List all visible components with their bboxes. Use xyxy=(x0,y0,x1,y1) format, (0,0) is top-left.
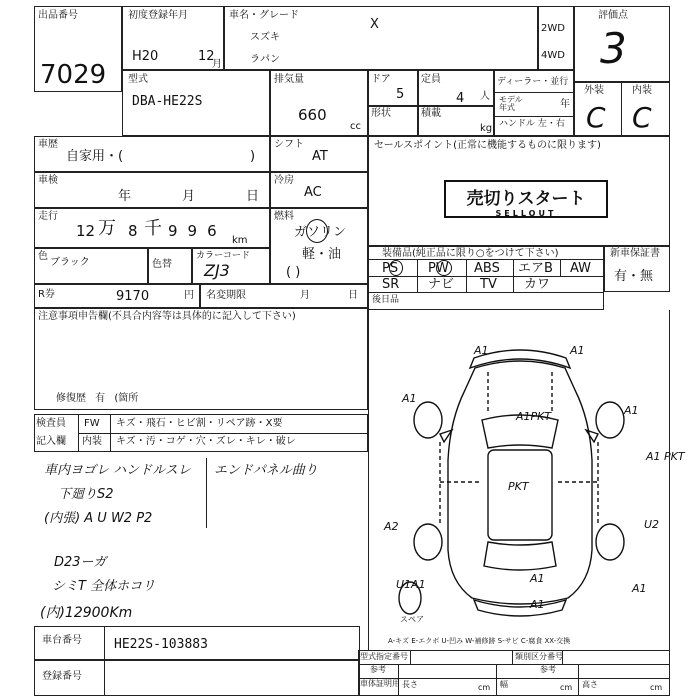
drive-4wd: 4WD xyxy=(541,50,565,61)
equip-pw: PW xyxy=(428,261,449,276)
stamp-main: 売切りスタート xyxy=(466,189,586,209)
aircon-value: AC xyxy=(304,185,322,200)
color-code-value: ZJ3 xyxy=(204,261,230,280)
color-label: 色 xyxy=(38,251,48,262)
history-label: 車歴 xyxy=(38,139,58,150)
car-model: ラパン xyxy=(250,54,280,65)
car-maker: スズキ xyxy=(250,32,280,43)
handwritten-line-7: (内)12900Km xyxy=(40,605,133,621)
exterior-label: 外装 xyxy=(584,85,604,96)
stamp-sub: SELLOUT xyxy=(495,209,557,218)
equip-leather: カワ xyxy=(524,277,551,292)
r-ken-value: 9170 xyxy=(116,289,150,304)
score-label: 評価点 xyxy=(598,10,628,21)
rear-window xyxy=(484,542,556,570)
handle-label: ハンドル 左・右 xyxy=(499,119,565,129)
height-label: 高さ xyxy=(582,680,598,689)
history-close: ) xyxy=(250,149,256,164)
fuel-other: ( ) xyxy=(286,265,301,280)
car-grade-mark: X xyxy=(370,17,379,32)
mark-right-side: U2 xyxy=(644,518,660,531)
handwritten-line-2: 下廻りS2 xyxy=(58,487,114,502)
registration-label: 初度登録年月 xyxy=(128,10,188,21)
warranty-value: 有・無 xyxy=(614,269,654,284)
interior-grade: C xyxy=(632,101,652,134)
registration-month-unit: 月 xyxy=(212,59,222,70)
fuel-light-oil: 軽・油 xyxy=(302,247,342,262)
mark-rear-left: A1 xyxy=(530,572,545,585)
inspector-int: 内装 xyxy=(82,436,102,447)
equip-tv: TV xyxy=(480,277,497,292)
registration-era-year: H20 xyxy=(132,49,159,64)
model-year-label: モデル年式 xyxy=(499,95,523,112)
length-label: 長さ xyxy=(402,680,418,689)
equip-abs: ABS xyxy=(474,261,500,276)
inspector-fw: FW xyxy=(84,418,100,429)
r-ken-label: R券 xyxy=(38,289,55,300)
history-value: 自家用・( xyxy=(66,149,124,164)
width-label: 幅 xyxy=(500,680,508,689)
rear-bumper xyxy=(474,600,566,616)
shift-value: AT xyxy=(312,149,328,164)
mark-right-door: A1 PKT xyxy=(646,450,685,463)
equip-pw-circle xyxy=(436,260,452,276)
weight-label: 積載 xyxy=(421,108,441,119)
mark-hood: A1PKT xyxy=(516,410,552,423)
displacement-label: 排気量 xyxy=(274,74,304,85)
handwritten-line-6: シミT 全体ホコリ xyxy=(52,579,156,594)
handwritten-line-5: D23ーガ xyxy=(54,555,107,570)
ref-label-1: 参考 xyxy=(370,665,386,674)
color-change-label: 色替 xyxy=(152,259,172,270)
ref-label-2: 参考 xyxy=(540,665,556,674)
length-unit: cm xyxy=(478,683,491,692)
mark-roof: PKT xyxy=(508,480,529,493)
score-value: 3 xyxy=(600,24,627,73)
equip-navi: ナビ xyxy=(428,277,455,292)
drive-2wd: 2WD xyxy=(541,23,565,34)
hood-lines xyxy=(488,372,552,414)
inspection-year: 年 xyxy=(118,189,132,204)
repair-history: 修復歴 有 (箇所 xyxy=(56,393,139,404)
type-no-label: 型式指定番号 xyxy=(360,652,408,661)
exterior-grade: C xyxy=(586,101,606,134)
mark-spare-area: U1A1 xyxy=(396,578,426,591)
inspection-label: 車検 xyxy=(38,175,58,186)
mark-front-bumper-right: A1 xyxy=(570,344,585,357)
sales-point-label: セールスポイント(正常に機能するものに限ります) xyxy=(374,140,601,151)
name-change-label: 名変期限 xyxy=(206,290,246,301)
capacity-unit: 人 xyxy=(480,91,490,102)
capacity-value: 4 xyxy=(456,91,465,106)
equip-ps-circle xyxy=(389,260,403,276)
class-no-label: 類別区分番号 xyxy=(515,652,563,661)
doors-value: 5 xyxy=(396,87,405,102)
shape-label: 形状 xyxy=(371,108,391,119)
dealer-label: ディーラー・並行 xyxy=(497,77,569,87)
mark-rear-right: A1 xyxy=(632,582,647,595)
capacity-label: 定員 xyxy=(421,74,441,85)
equip-ps: PS xyxy=(382,261,399,276)
right-mirror xyxy=(586,430,598,442)
fuel-gasoline: ガソリン xyxy=(294,225,347,240)
displacement-value: 660 xyxy=(298,106,327,124)
chassis-number: HE22S-103883 xyxy=(114,637,208,652)
spare-label: スペア xyxy=(400,615,424,624)
handwritten-line-1: 車内ヨゴレ ハンドルスレ xyxy=(44,463,191,478)
displacement-unit: cc xyxy=(350,121,361,132)
width-unit: cm xyxy=(560,683,573,692)
rear-right-wheel xyxy=(596,524,624,560)
mileage-sen-unit: 千 xyxy=(144,218,162,239)
car-damage-diagram xyxy=(370,310,685,628)
front-right-wheel xyxy=(596,402,624,438)
reg-no-box xyxy=(34,660,360,696)
roof xyxy=(488,450,552,540)
mileage-man: 12 xyxy=(76,222,96,240)
equip-aw: AW xyxy=(570,261,592,276)
mark-front-bumper-left: A1 xyxy=(474,344,489,357)
lot-number: 7029 xyxy=(40,60,107,90)
inspector-int-text: キズ・汚・コゲ・穴・ズレ・キレ・破レ xyxy=(116,436,296,447)
notes-divider xyxy=(206,458,207,528)
mark-rear-bumper: A1 xyxy=(530,598,545,611)
front-left-wheel xyxy=(414,402,442,438)
handwritten-line-4: エンドパネル曲り xyxy=(214,463,318,478)
mark-left-side: A2 xyxy=(384,520,399,533)
car-label: 車名・グレード xyxy=(229,10,299,21)
aircon-label: 冷房 xyxy=(274,175,294,186)
handwritten-line-3: (内張) A U W2 P2 xyxy=(44,511,153,526)
inspection-box xyxy=(34,172,270,208)
mileage-sen: 8 xyxy=(128,222,138,240)
inspection-day: 日 xyxy=(246,189,260,204)
equip-after-label: 後日品 xyxy=(372,295,400,305)
mileage-man-unit: 万 xyxy=(98,218,116,239)
interior-label: 内装 xyxy=(632,85,652,96)
r-ken-unit: 円 xyxy=(184,290,194,301)
height-unit: cm xyxy=(650,683,663,692)
notes-label: 注意事項申告欄(不具合内容等は具体的に記入して下さい) xyxy=(38,311,296,322)
registration-month: 12 xyxy=(198,49,215,64)
inspector-label-1: 検査員 xyxy=(36,418,66,429)
mileage-label: 走行 xyxy=(38,211,58,222)
rear-left-wheel xyxy=(414,524,442,560)
lot-label: 出品番号 xyxy=(38,10,78,21)
doors-label: ドア xyxy=(371,74,391,85)
model-year-unit: 年 xyxy=(560,99,570,110)
name-change-month: 月 xyxy=(300,290,310,301)
sellout-stamp xyxy=(444,180,608,218)
cert-label: 車体証明用 xyxy=(360,679,400,688)
equip-airbag: エアB xyxy=(518,261,553,276)
mark-front-right-fender: A1 xyxy=(624,404,639,417)
weight-unit: kg xyxy=(480,123,493,134)
equipment-label: 装備品(純正品に限り○をつけて下さい) xyxy=(382,248,559,259)
warranty-label: 新車保証書 xyxy=(610,248,660,259)
fuel-gasoline-circle xyxy=(306,219,328,243)
inspector-fw-text: キズ・飛石・ヒビ割・リペア跡・X要 xyxy=(116,418,283,429)
name-change-day: 日 xyxy=(348,290,358,301)
color-code-label: カラーコード xyxy=(196,251,251,261)
reg-no-label: 登録番号 xyxy=(42,671,82,682)
type-value: DBA-HE22S xyxy=(132,94,203,109)
chassis-label: 車台番号 xyxy=(42,635,82,646)
damage-legend: A-キズ E-エクボ U-凹み W-補修跡 S-サビ C-腐食 XX-交換 xyxy=(388,637,571,645)
equip-sr: SR xyxy=(382,277,400,292)
shift-label: シフト xyxy=(274,139,304,150)
color-value: ブラック xyxy=(50,257,90,268)
mark-front-left-fender: A1 xyxy=(402,392,417,405)
mileage-unit: km xyxy=(232,235,248,246)
inspector-label-2: 記入欄 xyxy=(36,436,66,447)
mileage-rest: 996 xyxy=(168,222,227,240)
type-label: 型式 xyxy=(128,74,148,85)
inspection-month: 月 xyxy=(182,189,196,204)
fuel-label: 燃料 xyxy=(274,211,294,222)
